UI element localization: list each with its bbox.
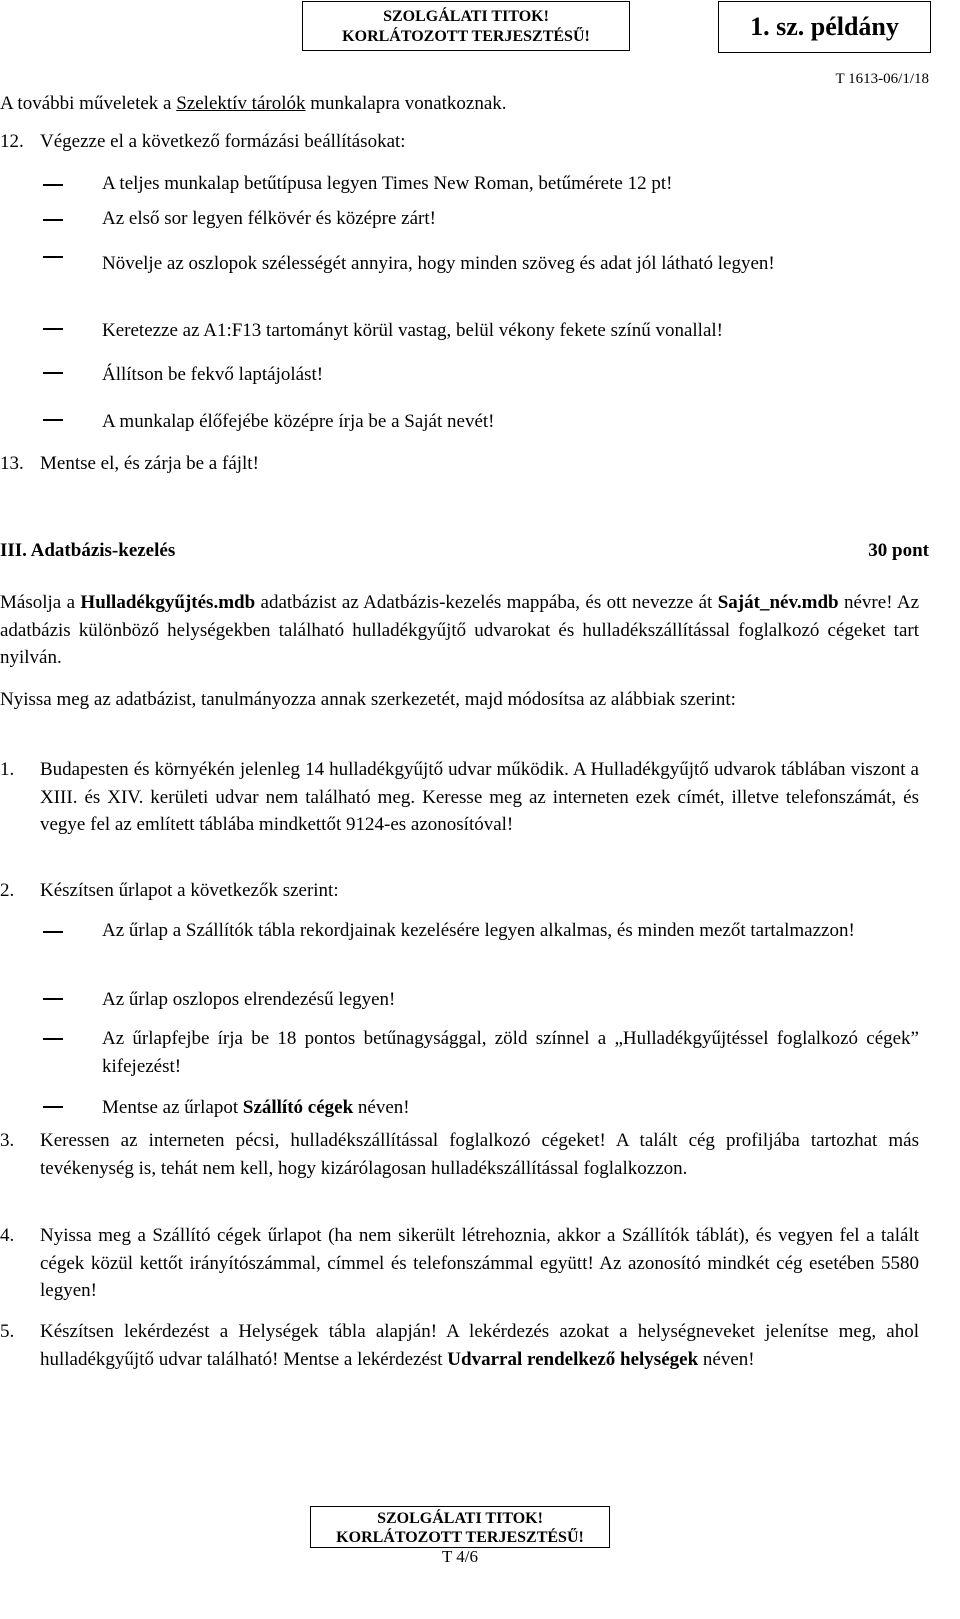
page-number: T 4/6	[441, 1547, 479, 1566]
bullet-item: A teljes munkalap betűtípusa legyen Times New Roman, betűmérete 12 pt!	[102, 173, 673, 194]
classification-line2: KORLÁTOZOTT TERJESZTÉSŰ!	[342, 28, 590, 45]
classification-line1: SZOLGÁLATI TITOK!	[377, 1510, 543, 1527]
intro-paragraph: Másolja a Hulladékgyűjtés.mdb adatbázist az Adatbázis-kezelés mappába, és ott nevezze át Saját_név.mdb névre! Az adatbázis különböző helységekben található hulladékgyűjtő udvarokat és hulladékszállítással foglalkozó cégeket tart nyilván.	[0, 592, 920, 668]
dash-bullet	[43, 372, 63, 374]
dash-bullet	[43, 931, 63, 933]
worksheet-name: Szelektív tárolók	[176, 93, 306, 114]
task-12-text: Végezze el a következő formázási beállításokat:	[40, 131, 406, 152]
task-1-text: Budapesten és környékén jelenleg 14 hulladékgyűjtő udvar működik. A Hulladékgyűjtő udvarok táblában viszont a XIII. és XIV. kerületi udvar nem található meg. Keresse meg az interneten ezek címét, illetve telefonszámát, és vegye fel az említett táblába mindkettőt 9124-es azonosítóval!	[40, 759, 919, 835]
dash-bullet	[43, 219, 63, 221]
instructions-paragraph: Nyissa meg az adatbázist, tanulmányozza annak szerkezetét, majd módosítsa az alábbiak szerint:	[0, 689, 736, 710]
bullet-item: Állítson be fekvő laptájolást!	[102, 364, 324, 385]
form-name: Szállító cégek	[242, 1097, 354, 1118]
bullet-item: Az űrlapfejbe írja be 18 pontos betűnagysággal, zöld színnel a „Hulladékgyűjtéssel foglalkozó cégek” kifejezést!	[102, 1028, 919, 1077]
query-name: Udvarral rendelkező helységek	[447, 1348, 699, 1370]
classification-stamp-header	[302, 1, 630, 51]
section-points: 30 pont	[868, 540, 929, 561]
task-5-number: 5.	[0, 1321, 15, 1342]
dash-bullet	[43, 419, 63, 421]
task-3-number: 3.	[0, 1130, 15, 1151]
task-2-text: Készítsen űrlapot a következők szerint:	[40, 880, 339, 901]
classification-line1: SZOLGÁLATI TITOK!	[383, 8, 549, 25]
bullet-item: Növelje az oszlopok szélességét annyira, hogy minden szöveg és adat jól látható legyen!	[102, 253, 775, 274]
bullet-item: Keretezze az A1:F13 tartományt körül vastag, belül vékony fekete színű vonallal!	[102, 320, 723, 341]
dash-bullet	[43, 998, 63, 1000]
task-3-text: Keressen az interneten pécsi, hulladékszállítással foglalkozó cégeket! A talált cég profiljába tartozhat más tevékenység is, tehát nem kell, hogy kizárólagosan hulladékszállítással foglalkozzon.	[40, 1130, 919, 1179]
classification-stamp-footer	[310, 1506, 610, 1548]
dash-bullet	[43, 1038, 63, 1040]
task-4-text: Nyissa meg a Szállító cégek űrlapot (ha nem sikerült létrehoznia, akkor a Szállítók táblát), és vegyen fel a talált cégek közül kettőt irányítószámmal, címmel és telefonszámmal együtt! Az azonosító mindkét cég esetében 5580 legyen!	[40, 1225, 919, 1301]
bullet-item: Az űrlap oszlopos elrendezésű legyen!	[102, 989, 396, 1010]
task-1-number: 1.	[0, 759, 15, 780]
bullet-item: Az első sor legyen félkövér és középre zárt!	[102, 208, 436, 229]
task-5-text: Készítsen lekérdezést a Helységek tábla alapján! A lekérdezés azokat a helységneveket jelenítse meg, ahol hulladékgyűjtő udvar található! Mentse a lekérdezést Udvarral rendelkező helységek néven!	[40, 1321, 919, 1370]
task-2-number: 2.	[0, 880, 15, 901]
task-13-number: 13.	[0, 453, 24, 474]
document-reference: T 1613-06/1/18	[835, 71, 929, 87]
task-4-number: 4.	[0, 1225, 15, 1246]
classification-line2: KORLÁTOZOTT TERJESZTÉSŰ!	[336, 1529, 584, 1546]
section-title: III. Adatbázis-kezelés	[0, 540, 176, 561]
target-database-name: Saját_név.mdb	[717, 592, 839, 613]
intro-line: A további műveletek a Szelektív tárolók munkalapra vonatkoznak.	[0, 93, 507, 114]
copy-number-box: 1. sz. példány	[718, 1, 931, 53]
bullet-item: Mentse az űrlapot Szállító cégek néven!	[102, 1097, 410, 1118]
dash-bullet	[43, 256, 63, 258]
dash-bullet	[43, 1106, 63, 1108]
bullet-item: A munkalap élőfejébe középre írja be a Saját nevét!	[102, 411, 495, 432]
task-12-number: 12.	[0, 131, 24, 152]
dash-bullet	[43, 184, 63, 186]
bullet-item: Az űrlap a Szállítók tábla rekordjainak kezelésére legyen alkalmas, és minden mezőt tartalmazzon!	[102, 920, 855, 941]
task-13-text: Mentse el, és zárja be a fájlt!	[40, 453, 259, 474]
source-database-name: Hulladékgyűjtés.mdb	[80, 592, 256, 613]
dash-bullet	[43, 328, 63, 330]
